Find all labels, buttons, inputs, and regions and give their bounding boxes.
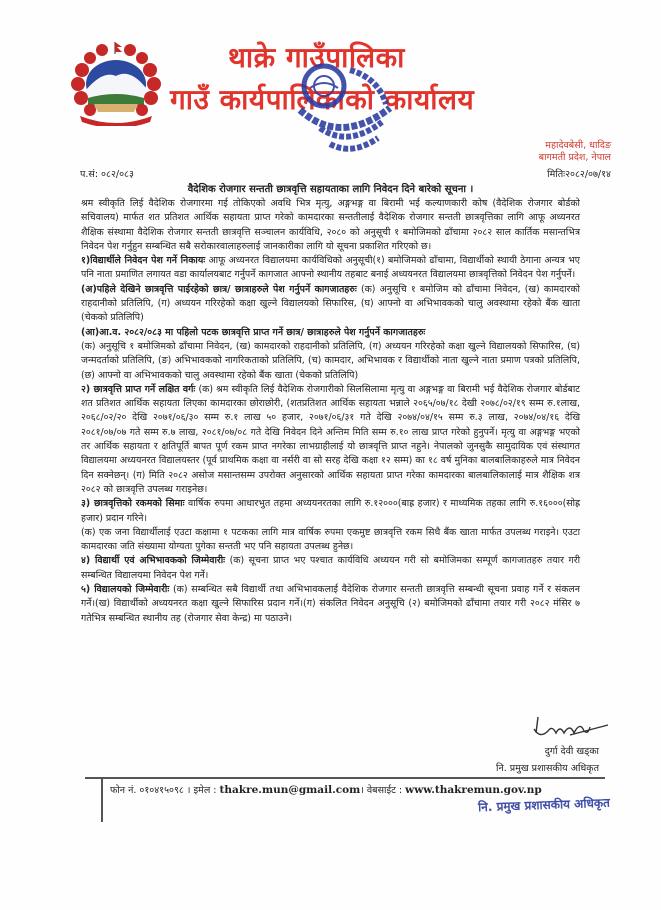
municipality-name: थाक्रे गाउँपालिका [228, 41, 405, 74]
section-5-text: (क) सम्बन्धित सबै विद्यार्थी तथा अभिभावकलाई वैदेशिक रोजगार सन्तती छात्रवृत्ति सम्बन्धी सूचना प्रवाह गर्ने र संकलन गर्ने।(ख) विद्यार्थीको अध्ययनरत कक्षा खुल्ने सिफारिस प्रदान गर्ने।(ग) संकलित निवेदन अनुसूचि (२) बमोजिमको ढाँचामा तयार गरी २०८२ मंसिर ७ गतेभित्र सम्बन्धित स्थानीय तह (रोजगार सेवा केन्द्र) मा पठाउने। [81, 584, 580, 624]
section-2 [81, 383, 580, 497]
section-aa-heading: (आ)आ.व. २०८२/०८३ मा पहिलो पटक छात्रवृत्ति प्राप्त गर्ने छात्र/ छात्राहरुले पेश गर्नुपर्ने कागजातहरुः [81, 326, 426, 338]
officer-title-stamp: नि. प्रमुख प्रशासकीय अधिकृत [477, 795, 611, 815]
section-4 [81, 554, 580, 583]
section-3-heading: ३) छात्रवृत्तिको रकमको सिमाः [81, 498, 185, 510]
section-1 [81, 254, 580, 283]
signatory-name: दुर्गा देवी खड्का [544, 746, 599, 757]
office-name: गाउँ कार्यपालिकाको कार्यालय [170, 83, 475, 116]
section-aa-heading-line [81, 326, 580, 340]
section-5 [81, 583, 580, 626]
contact-footer [110, 783, 542, 796]
section-2-heading: २) छात्रवृत्ति प्राप्त गर्ने लक्षित वर्गः [81, 383, 196, 395]
section-3 [81, 497, 580, 526]
footer-vertical-rule [101, 778, 103, 822]
handwritten-signature [530, 713, 610, 743]
section-5-heading: ५) विद्यालयको जिम्मेवारीः [81, 584, 170, 596]
intro-paragraph: श्रम स्वीकृति लिई वैदेशिक रोजगारमा गई तोकिएको अवधि भित्र मृत्यु, अङ्गभङ्ग वा बिरामी भई कल्याणकारी कोष (वैदेशिक रोजगार बोर्डको सचिवालय) मार्फत शत प्रतिशत आर्थिक सहायता प्राप्त गरेको कामदारका सन्ततीलाई वैदेशिक रोजगार सन्तती छात्रवृत्तिका लागि आफू अध्यनरत शैक्षिक संस्थामा वैदेशिक रोजगार सन्तती छात्रवृत्ति सञ्चालन कार्यविधि, २०८० को अनुसूची १ बमोजिमको ढाँचामा २०८२ साल कार्तिक मसान्तभित्र निवेदन पेश गर्नुहुन सम्बन्धित सबै सरोकारवालाहरुलाई जानकारीका लागि यो सूचना प्रकाशित गरिएको छ। [81, 198, 580, 252]
signatory-title: नि. प्रमुख प्रशासकीय अधिकृत [496, 763, 599, 774]
office-seal-stamp [290, 58, 400, 158]
notice-body [81, 197, 580, 626]
address-line-1: महादेवबेसी, धादिङ [545, 140, 611, 151]
email-link[interactable]: thakre.mun@gmail.com [219, 784, 361, 796]
section-1-text: आफू अध्यनरत विद्यालयमा कार्यविधिको अनुसूची(१) बमोजिमको ढाँचामा, विद्यार्थीको स्थायी ठेगाना अन्यत्र भए पनि नाता प्रमाणित लगायत वडा कार्यालयबाट गर्नुपर्ने कागजात आफ्नो स्थानीय तहबाट बनाई अध्ययनरत विद्यालयमा छात्रवृत्तिको निवेदन पेश गर्नुपर्ने। [81, 255, 580, 281]
nepal-emblem-icon [68, 40, 164, 126]
website-link[interactable]: www.thakremun.gov.np [405, 784, 542, 796]
section-4-heading: ४) विद्यार्थी एवं अभिभावकको जिम्मेवारीः [81, 555, 226, 567]
website-label: । वेबसाईट : [360, 785, 406, 796]
section-aa-text: (क) अनुसूचि १ बमोजिमको ढाँचामा निवेदन, (ख) कामदारको राहदानीको प्रतिलिपि, (ग) अध्ययन गरिरहेको कक्षा खुल्ने विद्यालयको सिफारिस, (घ) जन्मदर्ताको प्रतिलिपि, (ङ) अभिभावकको नागरिकताको प्रतिलिपि, (च) कामदार, अभिभावक र विद्यार्थीको नाता खुल्ने नाता प्रमाण पत्रको प्रतिलिपि, (छ) आफ्नो वा अभिभावकको चालु अवस्थामा रहेको बैंक खाता (चेकको प्रतिलिपि) [81, 340, 580, 381]
footer-divider [85, 777, 605, 779]
section-a [81, 283, 580, 326]
section-2-text: (क) श्रम स्वीकृति लिई वैदेशिक रोजगारीको सिलसिलामा मृत्यु वा अङ्गभङ्ग वा बिरामी भई वैदेशिक रोजगार बोर्डबाट शत प्रतिशत आर्थिक सहायता लिएका कामदारका छोराछोरी, (शतप्रतिशत आर्थिक सहायता भन्नाले २०६५/०७/१८ देखी २०७८/०२/१९ सम्म रु.१लाख, २०६८/०२/२० देखि २०७१/०६/३० सम्म रु.१ लाख ५० हजार, २०७१/०६/३१ गते देखि २०७४/०४/१५ सम्म रु.३ लाख, २०७४/०४/१६ देखि २०८१/०७/०७ गते सम्म रु.७ लाख, २०८१/०७/०८ गते देखि निवेदन दिने अन्तिम मिति सम्म रु.१० लाख प्राप्त गरेको हुनुपर्ने। मृत्यु वा अङ्गभङ्ग भएको तर आर्थिक सहायता र क्षतिपूर्ति बापत पूर्ण रकम प्राप्त नगरेका लाभग्राहीलाई यो छात्रवृत्ति प्राप्त नहुने। नेपालको जुनसुकै सामुदायिक एवं संस्थागत विद्यालयमा अध्ययनरत विद्यालयस्तर (पूर्व प्राथमिक कक्षा वा नर्सरी वा सो सरह देखि कक्षा १२ सम्म) का १८ वर्ष मुनिका बालबालिकाहरुले मात्र निवेदन दिन सक्नेछन्। (ग) मिति २०८२ असोज मसान्तसम्म उपरोक्त अनुसारको आर्थिक सहायता प्राप्त गरेका कामदारका बालबालिकालाई मात्र शैक्षिक शत्र २०८२ को छात्रवृत्ति उपलब्ध गराइनेछ। [81, 383, 581, 495]
phone-label: फोन नं. ०१०४१५०९८ । इमेल : [110, 785, 220, 796]
reference-number: प.सं: ०८२/०८३ [80, 169, 134, 180]
notice-subject: वैदेशिक रोजगार सन्तती छात्रवृत्ति सहायताका लागि निवेदन दिने बारेको सूचना । [187, 184, 474, 195]
section-3-text: वार्षिक रुपमा आधारभुत तहमा अध्ययनरतका लागि रु.१२०००(बाह्र हजार) र माध्यमिक तहका लागि रु.१६०००(सोह्र हजार) प्रदान गरिने। [81, 498, 580, 524]
section-3-ka: (क) एक जना विद्यार्थीलाई एउटा कक्षामा १ पटकका लागि मात्र वार्षिक रुपमा एकमुष्ट छात्रवृत्ति रकम सिधै बैंक खाता मार्फत उपलब्ध गराइने। एउटा कामदारका जति संख्यामा योग्यता पुगेका सन्तती भए पनि सहायता उपलब्ध हुनेछ। [81, 526, 580, 553]
section-4-text: (क) सूचना प्राप्त भए पश्चात कार्यविधि अध्ययन गरी सो बमोजिमका सम्पूर्ण कागजातहरु तयार गरी सम्बन्धित विद्यालयमा निवेदन पेश गर्ने। [81, 555, 580, 581]
section-a-text: (क) अनुसूचि १ बमोजिम को ढाँचामा निवेदन, (ख) कामदारको राहदानीको प्रतिलिपि, (ग) अध्ययन गरिरहेको कक्षा खुल्ने विद्यालयको सिफारिस, (घ) आफ्नो वा अभिभावकको चालु अवस्थामा रहेको बैंक खाता (चेकको प्रतिलिपि) [81, 283, 580, 324]
address-line-2: बागमती प्रदेश, नेपाल [538, 152, 611, 163]
notice-date: मितिः२०८२/०७/१४ [547, 169, 611, 180]
section-a-heading: (अ)पहिले देखिने छात्रवृत्ति पाईरहेको छात्र/ छात्राहरुले पेश गर्नुपर्ने कागजातहरुः [81, 283, 357, 295]
section-1-heading: १)विद्यार्थीले निवेदन पेश गर्ने निकायः [81, 255, 206, 267]
